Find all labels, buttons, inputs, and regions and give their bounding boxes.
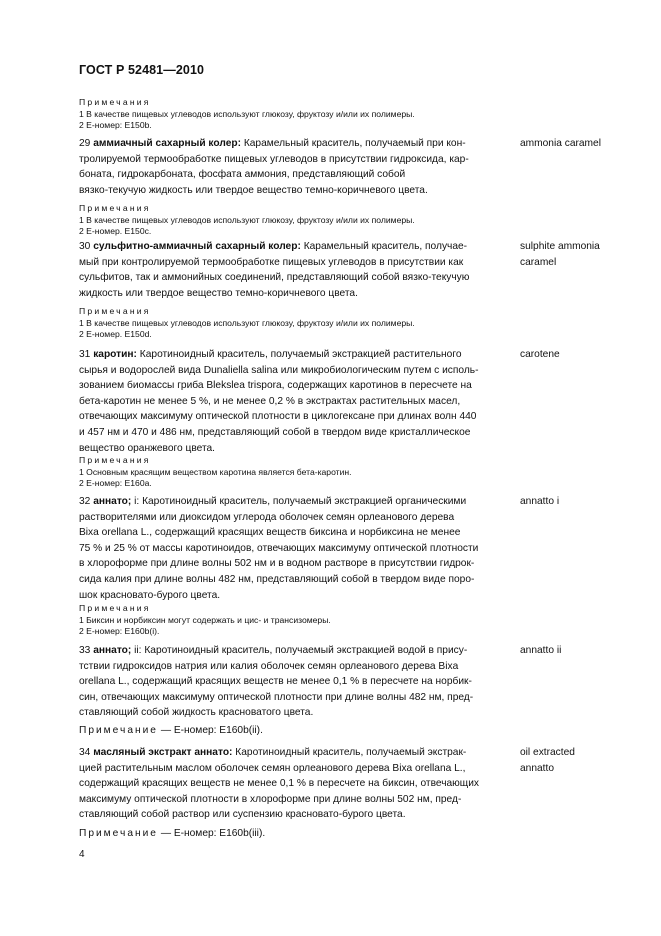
term-entry-31 [79,347,504,456]
note-line: 1 В качестве пищевых углеводов используют глюкозу, фруктозу и/или их полимеры. [79,108,415,119]
english-term: annatto ii [520,645,562,656]
entry-number: 32 [79,496,91,507]
english-term: ammonia caramel [520,138,601,149]
note-block [79,203,509,238]
entry-line: ставляющий собой раствор или суспензию красновато-бурого цвета. [79,809,406,821]
note-line: 1 В качестве пищевых углеводов используют глюкозу, фруктозу и/или их полимеры. [79,317,415,328]
term-entry-34 [79,745,504,823]
english-term: annatto [520,762,554,774]
entry-number: 31 [79,349,91,360]
entry-line: боната, гидрокарбоната, фосфата аммония, представляющий собой [79,169,406,181]
entry-term: аннато; [93,645,132,656]
entry-term: каротин: [93,349,137,360]
entry-line: Каротиноидный краситель, получаемый экстракцией водой в прису- [144,645,468,656]
entry-line: Карамельный краситель, получаемый при кон- [243,138,466,149]
note-line: 1 В качестве пищевых углеводов используют глюкозу, фруктозу и/или их полимеры. [79,214,415,225]
english-equivalent [520,136,630,152]
page-number: 4 [79,849,85,860]
entry-line: и 457 нм и 470 и 486 нм, представляющий собой в твердом виде кристаллическое [79,426,471,438]
english-term: sulphite ammonia [520,241,600,252]
english-term: oil extracted [520,747,575,758]
entry-term: сульфитно-аммиачный сахарный колер: [93,241,301,252]
notes-label: Примечания [79,306,151,316]
notes-label: Примечания [79,455,151,465]
standard-header: ГОСТ Р 52481—2010 [79,63,205,77]
note-label: Примечание [79,828,158,839]
entry-line: в хлороформе при длине волны 502 нм и в водном растворе в присутствии гидрок- [79,558,475,570]
note-block [79,306,509,341]
entry-line: жидкость или твердое вещество темно-коричневого цвета. [79,287,358,299]
entry-line: Каротиноидный краситель, получаемый экстракцией растительного [139,349,462,360]
notes-label: Примечания [79,203,151,213]
english-equivalent [520,643,630,659]
entry-line: зованием биомассы гриба Blekslea trispora, содержащих каротинов в пересчете на [79,380,472,392]
entry-line: тролируемой термообработке пищевых углеводов в присутствии гидроксида, кар- [79,153,469,165]
entry-line: Каротиноидный краситель, получаемый экстракцией органическими [142,496,467,507]
entry-line: отвечающих максимуму оптической плотности в циклогексане при длинах волн 440 [79,411,477,423]
entry-line: бета-каротин не менее 5 %, и не менее 0,2 % в экстрактах растительных масел, [79,395,461,407]
english-term: annatto i [520,496,560,507]
entry-line: сырья и водорослей вида Dunaliella salina или микробиологическим путем с исполь- [79,364,479,376]
entry-line: orellana L., содержащий красящих веществ не менее 0,1 % в пересчете на норбик- [79,676,472,688]
entry-line: шок красновато-бурого цвета. [79,589,221,601]
note-line: 2 Е-номер: Е160b(i). [79,626,160,636]
entry-line: сульфитов, так и аммонийных соединений, представляющий собой вязко-текучую [79,272,470,284]
notes-label: Примечания [79,603,151,613]
note-line: 1 Основным красящим веществом каротина является бета-каротин. [79,466,352,477]
entry-line: Каротиноидный краситель, получаемый экстрак- [235,747,467,758]
note-text: — Е-номер: Е160b(iii). [160,828,266,839]
entry-number: 34 [79,747,91,758]
entry-line: цией растительным маслом оболочек семян орлеанового дерева Bixa orellana L., [79,762,466,774]
entry-line: син, отвечающих максимуму оптической плотности при длине волны 482 нм, пред- [79,691,474,703]
note-text: — Е-номер: Е160b(ii). [160,725,263,736]
note-label: Примечание [79,725,158,736]
entry-term: аннато; [93,496,132,507]
term-entry-32 [79,494,504,603]
entry-line: тствии гидроксидов натрия или калия оболочек семян орлеанового дерева Bixa [79,660,459,672]
note-block [79,97,509,132]
entry-line: мый при контролируемой термообработке пищевых углеводов в присутствии как [79,256,464,268]
entry-number: 33 [79,645,91,656]
note-line: 2 Е-номер. Е150с. [79,226,152,236]
english-equivalent [520,494,630,510]
entry-term-suffix: ii: [134,645,142,656]
note-line: 1 Биксин и норбиксин могут содержать и цис- и трансизомеры. [79,614,331,625]
entry-line: растворителями или диоксидом углерода оболочек семян орлеанового дерева [79,511,455,523]
english-term: carotene [520,349,560,360]
entry-line: содержащий красящих веществ не менее 0,1 % в пересчете на биксин, отвечающих [79,778,479,790]
english-equivalent [520,347,630,363]
note-line: 2 Е-номер: Е160а. [79,478,152,488]
term-entry-33 [79,643,504,721]
note-line: 2 Е-номер. Е150d. [79,329,152,339]
inline-note [79,723,263,739]
entry-term-suffix: i: [134,496,140,507]
english-equivalent [520,745,630,776]
entry-line: сида калия при длине волны 482 нм, представляющий собой в твердом виде поро- [79,573,475,585]
entry-term: масляный экстракт аннато: [93,747,233,758]
entry-line: Bixa orellana L., содержащий красящих веществ биксина и норбиксина не менее [79,527,461,539]
entry-number: 30 [79,241,91,252]
entry-line: Карамельный краситель, получае- [303,241,468,252]
entry-line: вязко-текучую жидкость или твердое вещество темно-коричневого цвета. [79,184,428,196]
entry-line: вещество оранжевого цвета. [79,442,216,454]
entry-term: аммиачный сахарный колер: [93,138,241,149]
entry-line: 75 % и 25 % от массы каротиноидов, отвечающих максимуму оптической плотности [79,542,479,554]
note-block [79,455,509,490]
note-block [79,603,509,638]
english-term: caramel [520,256,557,268]
note-line: 2 Е-номер: Е150b. [79,120,152,130]
entry-number: 29 [79,138,91,149]
entry-line: ставляющий собой жидкость красноватого цвета. [79,707,314,719]
term-entry-29 [79,136,504,198]
english-equivalent [520,239,630,270]
term-entry-30 [79,239,504,301]
inline-note [79,826,265,842]
notes-label: Примечания [79,97,151,107]
entry-line: максимуму оптической плотности в хлороформе при длине волны 502 нм, пред- [79,793,462,805]
